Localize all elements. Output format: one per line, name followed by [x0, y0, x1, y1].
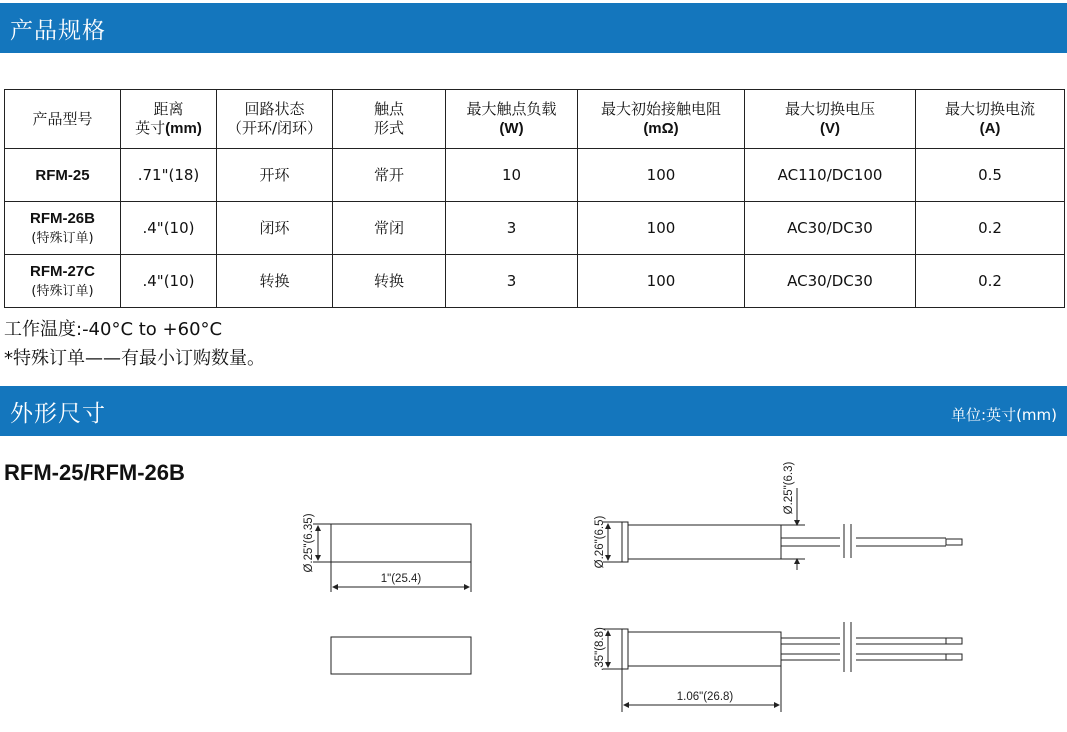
cell-circuit: 开环 — [217, 149, 333, 202]
operating-temperature-note: 工作温度:-40°C to +60°C — [4, 319, 223, 340]
header-distance: 距离 英寸(mm) — [121, 90, 217, 149]
header-voltage: 最大切换电压 (V) — [745, 90, 916, 149]
cell-current: 0.5 — [916, 149, 1065, 202]
cell-current: 0.2 — [916, 255, 1065, 308]
cell-model: RFM-25 — [5, 149, 121, 202]
cell-circuit: 转换 — [217, 255, 333, 308]
header-model: 产品型号 — [5, 90, 121, 149]
cell-resistance: 100 — [578, 149, 745, 202]
cell-contact: 转换 — [333, 255, 446, 308]
table-header-row — [5, 90, 1065, 149]
cell-distance: .4"(10) — [121, 255, 217, 308]
magnet-top-drawing — [303, 513, 471, 592]
cell-load: 3 — [446, 202, 578, 255]
cell-resistance: 100 — [578, 202, 745, 255]
header-circuit: 回路状态 （开环/闭环） — [217, 90, 333, 149]
spec-section-title: 产品规格 — [10, 18, 106, 44]
lead-diameter-dim: Ø.25"(6.3) — [783, 461, 795, 515]
header-contact: 触点 形式 — [333, 90, 446, 149]
cell-voltage: AC30/DC30 — [745, 202, 916, 255]
cell-load: 3 — [446, 255, 578, 308]
table-row — [5, 202, 1065, 255]
header-load: 最大触点负载 (W) — [446, 90, 578, 149]
drawing-heading: RFM-25/RFM-26B — [4, 460, 185, 485]
header-resistance: 最大初始接触电阻 (mΩ) — [578, 90, 745, 149]
unit-label: 单位:英寸(mm) — [951, 406, 1057, 424]
switch-length-dim: 1.06"(26.8) — [676, 691, 734, 703]
cell-voltage: AC110/DC100 — [745, 149, 916, 202]
cell-voltage: AC30/DC30 — [745, 255, 916, 308]
cell-model: RFM-27C (特殊订单) — [5, 255, 121, 308]
cell-current: 0.2 — [916, 202, 1065, 255]
cell-contact: 常开 — [333, 149, 446, 202]
cell-contact: 常闭 — [333, 202, 446, 255]
spec-table — [4, 89, 1065, 308]
cell-distance: .4"(10) — [121, 202, 217, 255]
header-current: 最大切换电流 (A) — [916, 90, 1065, 149]
switch-bottom-drawing — [594, 622, 962, 712]
switch-height-dim: .35"(8.8) — [594, 627, 606, 671]
dimension-section-title: 外形尺寸 — [10, 401, 106, 427]
table-row — [5, 149, 1065, 202]
magnet-bottom-drawing — [331, 637, 471, 674]
magnet-diameter-dim: Ø.25"(6.35) — [303, 513, 315, 573]
cell-load: 10 — [446, 149, 578, 202]
cell-circuit: 闭环 — [217, 202, 333, 255]
switch-diameter-dim: Ø.26"(6.5) — [594, 515, 606, 569]
cell-model: RFM-26B (特殊订单) — [5, 202, 121, 255]
cell-distance: .71"(18) — [121, 149, 217, 202]
special-order-note: *特殊订单——有最小订购数量。 — [4, 348, 265, 369]
table-row — [5, 255, 1065, 308]
dimension-section-header — [0, 386, 1067, 436]
switch-top-drawing — [594, 462, 962, 570]
dimension-drawing — [0, 440, 1067, 732]
spec-section-header — [0, 3, 1067, 53]
magnet-length-dim: 1"(25.4) — [380, 573, 422, 585]
cell-resistance: 100 — [578, 255, 745, 308]
